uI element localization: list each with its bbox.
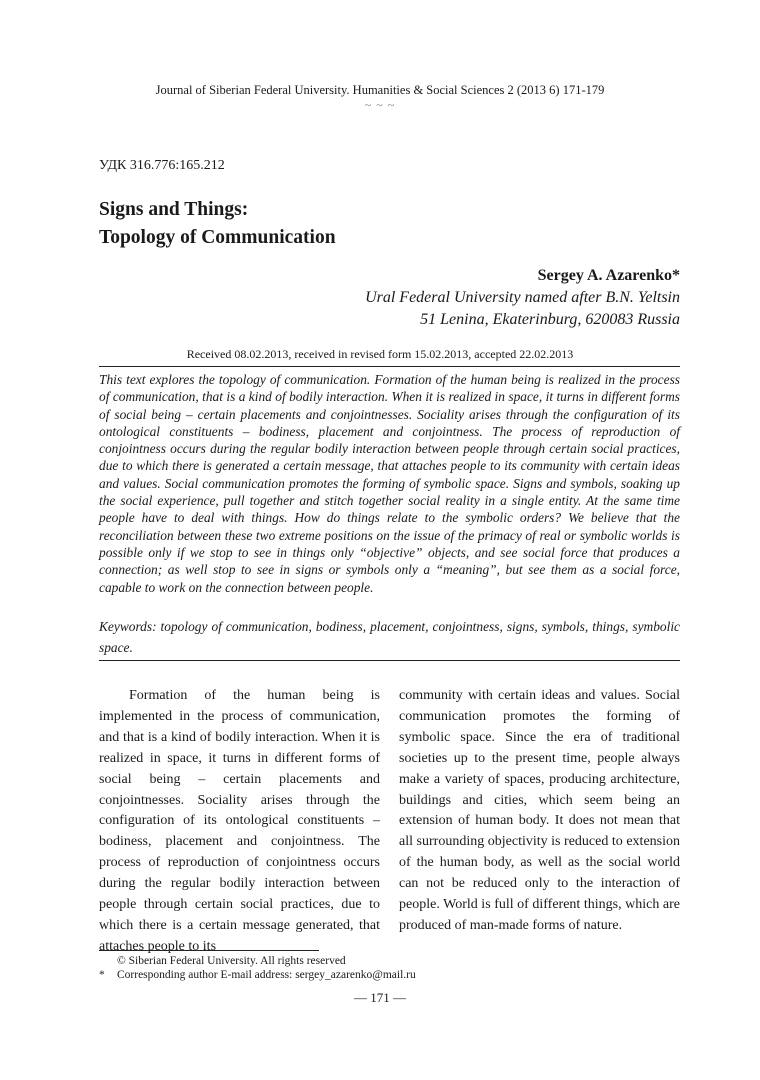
abstract-top-rule — [99, 366, 680, 367]
footnote-rule — [99, 950, 319, 951]
abstract: This text explores the topology of communication. Formation of the human being is realized in the process of communication, that is a kind of bodily interaction. When it is realized in space, it turns in different forms of social being – certain placements and conjointnesses. Sociality arises through the configuration of its ontological constituents – bodiness, placement and conjointness. The process of reproduction of conjointness occurs during the regular bodily interaction between people through certain social practices, due to which there is generated a certain message, that attaches people to its community with certain ideas and values. Social communication promotes the forming of symbolic space. Signs and symbols, soaking up the social experience, pull together and stitch together social reality in a single entity. At the same time people have to deal with things. How do things relate to the symbolic orders? We believe that the reconciliation between these two extreme positions on the issue of the primacy of real or symbolic worlds is possible only if we stop to see in things only “objective” objects, and see social force that produces a connection; as well stop to see in signs or symbols only a “meaning”, but see them as a social force, capable to work on the connection between people. — [99, 372, 680, 595]
page-number: — 171 — — [354, 990, 406, 1005]
keywords: Keywords: topology of communication, bodiness, placement, conjointness, signs, symbols, things, symbolic space. — [99, 619, 680, 655]
header-ornament: ~ ~ ~ — [364, 98, 396, 112]
udk-code: УДК 316.776:165.212 — [99, 158, 225, 173]
author-address: 51 Lenina, Ekaterinburg, 620083 Russia — [420, 311, 680, 328]
abstract-bottom-rule — [99, 660, 680, 661]
copyright-footnote: © Siberian Federal University. All rights reserved — [117, 955, 346, 967]
corresponding-author-footnote: Corresponding author E-mail address: sergey_azarenko@mail.ru — [117, 969, 416, 981]
body-left-column: Formation of the human being is implemented in the process of communication, and that is a kind of bodily interaction. When it is realized in space, it turns in different forms of social being – certain placements and conjointnesses. Sociality arises through the configuration of its ontological constituents – bodiness, placement and conjointness. The process of reproduction of conjointness occurs during the regular bodily interaction between people through certain social practices, due to which there is a certain message generated, that attaches people to its — [99, 688, 380, 954]
footnote-marker: * — [99, 969, 105, 981]
author-block — [365, 265, 680, 331]
received-dates: Received 08.02.2013, received in revised form 15.02.2013, accepted 22.02.2013 — [186, 347, 574, 361]
article-title — [99, 196, 336, 252]
title-line-2: Topology of Communication — [99, 227, 336, 248]
author-name: Sergey A. Azarenko* — [537, 267, 680, 284]
author-affiliation: Ural Federal University named after B.N. Yeltsin — [365, 289, 680, 306]
body-right-column: community with certain ideas and values. Social communication promotes the forming of symbolic space. Since the era of traditional societies up to the present time, people always make a variety of spaces, producing architecture, buildings and cities, which seem being an extension of human body. It does not mean that all surrounding objectivity is reduced to extension of the human body, as well as the social world can not be reduced only to the interaction of people. World is full of different things, which are produced of man-made forms of nature. — [399, 688, 680, 933]
journal-header: Journal of Siberian Federal University. Humanities & Social Sciences 2 (2013 6) 171-179 — [155, 83, 605, 97]
title-line-1: Signs and Things: — [99, 199, 249, 220]
